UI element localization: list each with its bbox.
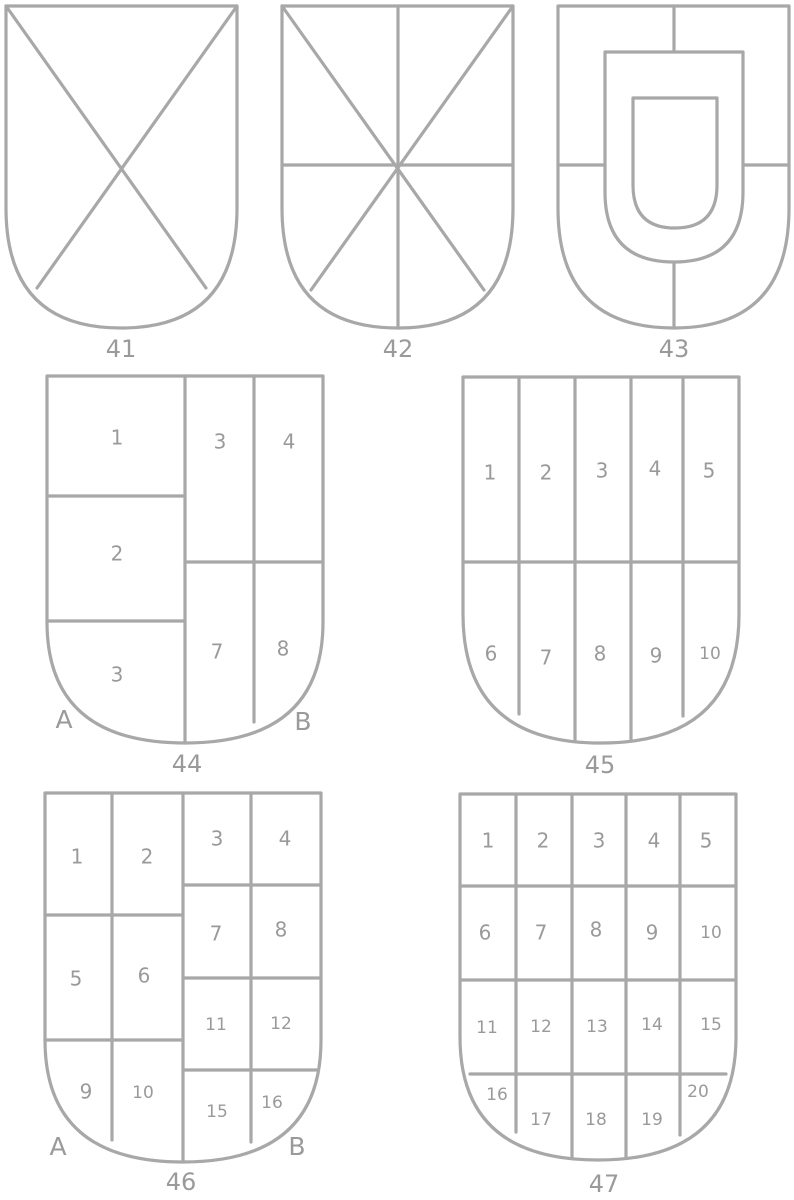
shield-47-cell: 10 (700, 923, 722, 943)
shield-43-inescutcheon (633, 98, 717, 228)
shield-46-cell: 7 (209, 921, 223, 946)
shield-45-outline (463, 377, 739, 743)
shield-47-cell: 17 (530, 1110, 552, 1130)
shield-47-cell: 11 (476, 1018, 498, 1038)
shield-42 (282, 6, 513, 363)
shield-46-letter-left: A (49, 1132, 67, 1161)
shield-44 (47, 376, 323, 778)
shield-45-cell: 8 (593, 641, 607, 666)
shield-45-number: 45 (584, 751, 616, 779)
shield-47-cell: 13 (586, 1017, 608, 1037)
shield-41-bend-sinister (37, 6, 237, 288)
shield-45-cell: 9 (649, 643, 663, 668)
shield-44-cell: 7 (210, 639, 224, 664)
shield-45-cell: 1 (483, 460, 497, 485)
shield-47-cell: 15 (700, 1015, 722, 1035)
shield-43 (558, 6, 789, 363)
shield-45 (463, 377, 739, 779)
shield-47-cell: 12 (530, 1017, 552, 1037)
shield-45-cell: 7 (539, 645, 553, 670)
shield-46-cell: 11 (205, 1015, 227, 1035)
shield-43-bordure (605, 52, 743, 262)
shield-43-number: 43 (658, 335, 690, 363)
shield-42-bend-sinister (311, 6, 513, 290)
shield-47-cell: 7 (534, 920, 548, 945)
shield-47-cell: 8 (589, 917, 603, 942)
shield-41-number: 41 (105, 335, 137, 363)
shield-45-cell: 3 (595, 458, 609, 483)
shield-42-number: 42 (382, 335, 414, 363)
shield-46-cell: 9 (79, 1079, 93, 1104)
shield-42-bend (282, 6, 484, 290)
shield-47-cell: 2 (536, 828, 550, 853)
shield-46-cell: 1 (70, 844, 84, 869)
shield-44-letter-right: B (294, 707, 312, 736)
shield-44-cell: 2 (110, 541, 124, 566)
shield-44-cell: 3 (213, 429, 227, 454)
shield-46-cell: 6 (137, 963, 151, 988)
shield-46-cell: 8 (274, 917, 288, 942)
shield-47-cell: 6 (478, 920, 492, 945)
shield-41 (6, 6, 237, 363)
shield-44-number: 44 (171, 750, 203, 778)
shield-46-number: 46 (165, 1168, 197, 1196)
shield-46-cell: 3 (210, 826, 224, 851)
shield-47-cell: 18 (585, 1110, 607, 1130)
shield-47-number: 47 (588, 1170, 620, 1198)
shield-46-cell: 12 (270, 1014, 292, 1034)
shield-47-cell: 3 (592, 828, 606, 853)
shield-47-cell: 1 (481, 828, 495, 853)
shield-44-letter-left: A (55, 705, 73, 734)
shield-45-cell: 2 (539, 460, 553, 485)
shield-44-cell: 4 (282, 429, 296, 454)
shield-47-cell: 20 (687, 1082, 709, 1102)
shield-46-letter-right: B (288, 1132, 306, 1161)
shield-46-cell: 4 (278, 826, 292, 851)
shield-47-cell: 9 (645, 920, 659, 945)
shield-47-cell: 14 (641, 1015, 663, 1035)
shield-45-cell: 6 (484, 641, 498, 666)
shield-47 (460, 794, 736, 1198)
shield-47-cell: 4 (647, 828, 661, 853)
shield-47-cell: 5 (699, 828, 713, 853)
shield-46-cell: 5 (69, 966, 83, 991)
shield-46 (45, 793, 321, 1196)
shield-46-cell: 15 (206, 1102, 228, 1122)
shield-41-bend (6, 6, 206, 288)
shield-46-cell: 16 (261, 1093, 283, 1113)
shield-44-cell: 1 (110, 425, 124, 450)
shield-44-cell: 3 (110, 662, 124, 687)
shield-45-cell: 10 (699, 644, 721, 664)
shield-47-cell: 19 (641, 1110, 663, 1130)
shield-47-cell: 16 (486, 1085, 508, 1105)
shield-45-cell: 4 (648, 456, 662, 481)
shield-44-cell: 8 (276, 636, 290, 661)
shield-46-cell: 2 (140, 844, 154, 869)
shield-45-cell: 5 (702, 458, 716, 483)
shield-46-cell: 10 (132, 1083, 154, 1103)
